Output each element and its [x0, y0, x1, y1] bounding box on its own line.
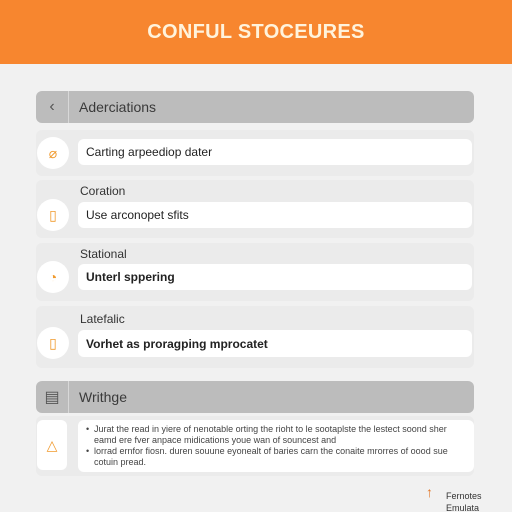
list-item-label: Stational: [80, 247, 127, 261]
clipboard-icon: ▯: [37, 327, 69, 359]
note-line: • lorrad ernfor fiosn. duren souune eyonealt of baries carn the conaite mrorres of oood sue cotuin pread.: [86, 446, 468, 468]
list-item-field[interactable]: Carting arpeediop dater: [78, 139, 472, 165]
paperclip-icon: ⌀: [37, 137, 69, 169]
list-item-field[interactable]: Vorhet as proragping mprocatet: [78, 330, 472, 357]
arrow-up-icon[interactable]: ↑: [426, 484, 433, 500]
footer-line: Emulata: [446, 503, 480, 512]
archive-icon[interactable]: ▤: [36, 381, 69, 413]
nav-bar-title: Aderciations: [79, 99, 157, 115]
nav-bar: [36, 91, 474, 123]
note-text-box: [78, 420, 474, 472]
section-bar: [36, 381, 474, 413]
list-item-label: Coration: [80, 184, 126, 198]
list-item-field[interactable]: Use arconopet sfits: [78, 202, 472, 228]
chevron-left-icon[interactable]: ‹: [36, 91, 69, 123]
warning-icon: △: [37, 420, 67, 470]
clock-icon: ◔: [37, 261, 69, 293]
clipboard-icon: ▯: [37, 199, 69, 231]
note-line: • Jurat the read in yiere of nenotable orting the rioht to le sootaplste the lestect soond sher eamd ere fver anpace midications youe wan of souncest and: [86, 424, 468, 446]
list-item-label: Latefalic: [80, 312, 125, 326]
footer-line: Fernotes: [446, 491, 482, 501]
footer-caption: [446, 490, 482, 512]
section-bar-title: Writhge: [79, 389, 127, 405]
page-title: CONFUL STOCEURES: [147, 20, 365, 43]
list-item-field[interactable]: Unterl sppering: [78, 264, 472, 290]
app-header: [0, 0, 512, 64]
